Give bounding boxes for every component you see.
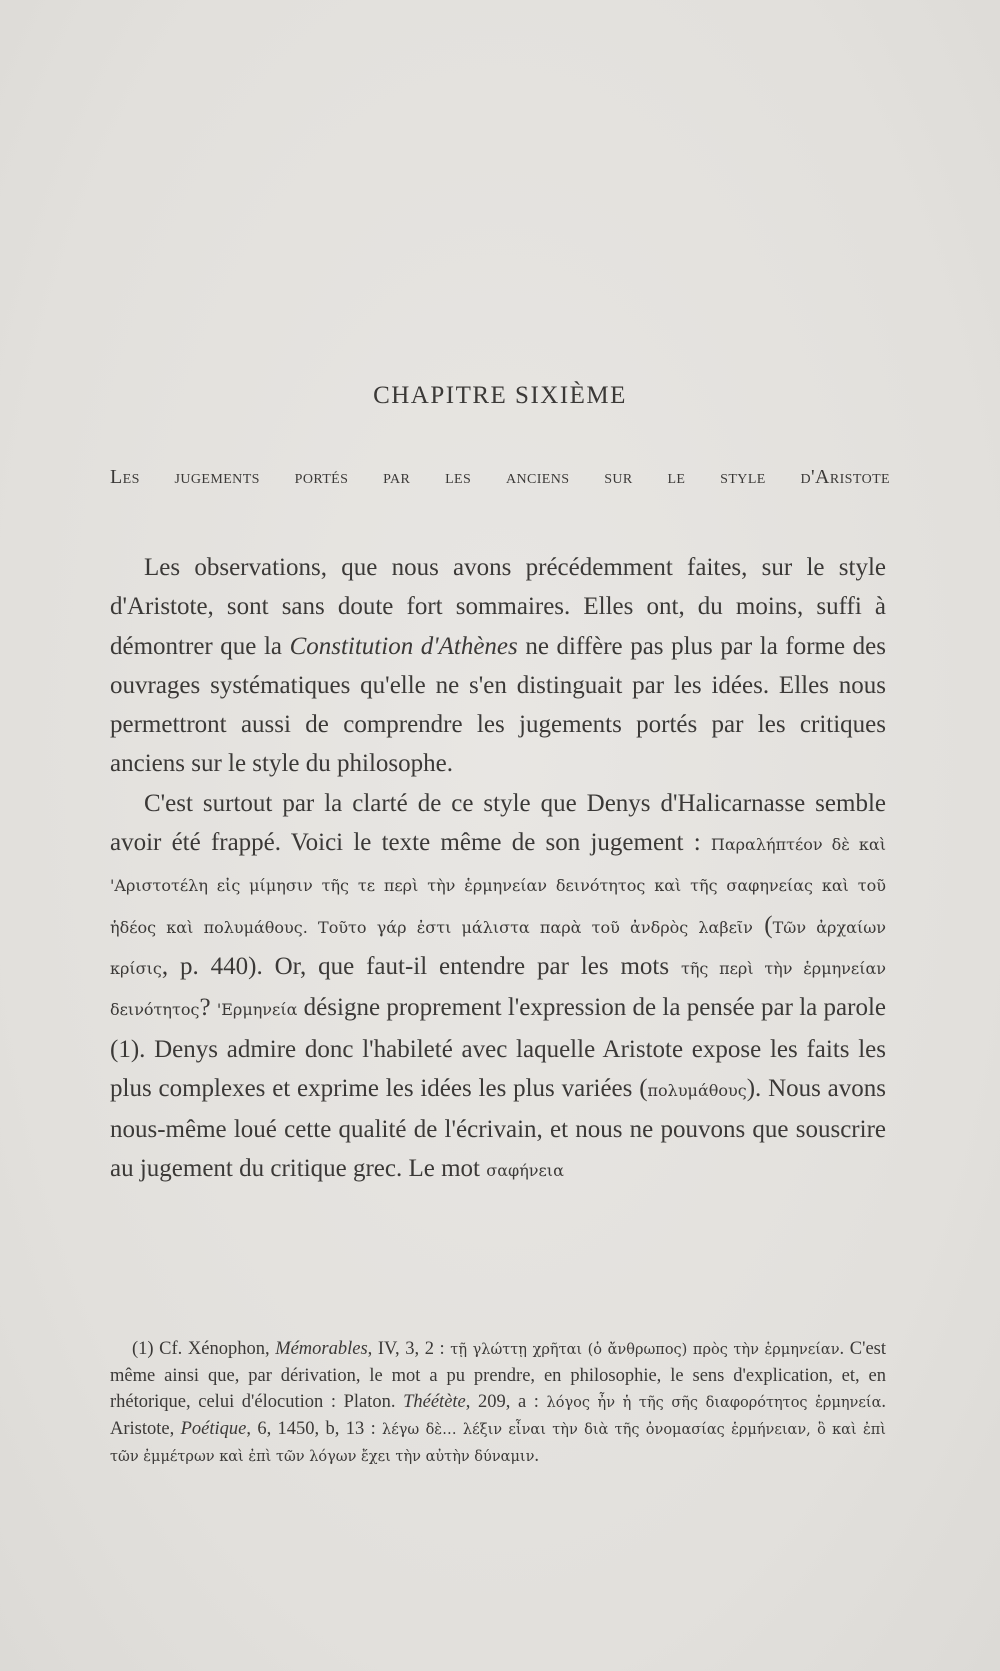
text-run: ne diffère pas plus par la forme des ouvrages systématiques qu'elle ne s'en distinguait par les idées. Elles nous permettront aussi de comprendre les jugements portés par les critiques anciens sur le style du philosophe. — [110, 632, 886, 778]
footnote-italic: Théétète — [403, 1392, 466, 1412]
paragraph-2 — [110, 784, 886, 1191]
chapter-subtitle: Les jugements portés par les anciens sur le style d'Aristote — [110, 466, 890, 488]
text-run: ? — [199, 994, 217, 1022]
greek-quote: Παραλήπτέον δὲ καὶ 'Αριστοτέλη εἰς μίμησιν τῆς τε περὶ τὴν ἑρμηνείαν δεινότητος καὶ τῆς σαφηνείας καὶ τοῦ ἡδέος καὶ πολυμάθους. Τοῦτο γάρ ἐστι μάλιστα παρὰ τοῦ ἀνδρὸς λαβεῖν — [110, 835, 886, 937]
greek-word: 'Ερμηνεία — [216, 1000, 298, 1020]
text-run: ). Nous avons nous-même loué cette qualité de l'écrivain, et nous ne pouvons que souscrire au jugement du critique grec. Le mot — [110, 1074, 887, 1183]
greek-word: σαφήνεια — [486, 1161, 564, 1181]
greek-reference: Τῶν ἀρχαίων κρίσις — [110, 917, 886, 978]
text-run: C'est surtout par la clarté de ce style que Denys d'Halicarnasse semble avoir été frappé. Voici le texte même de son jugement : — [110, 789, 886, 857]
greek-word: πολυμάθους — [647, 1080, 747, 1100]
footnote-text: . — [534, 1446, 540, 1466]
italic-title: Constitution d'Athènes — [289, 632, 518, 660]
text-run: Les observations, que nous avons précédemment faites, sur le style d'Aristote, sont sans doute fort sommaires. Elles ont, du moins, suffi à démontrer que la — [110, 554, 886, 660]
footnote-italic: Poétique — [180, 1419, 247, 1439]
chapter-title: CHAPITRE SIXIÈME — [373, 382, 627, 409]
footnote-1 — [110, 1336, 886, 1470]
footnote-text: . C'est même ainsi que, par dérivation, le mot a pu prendre, en philosophie, le sens d'explication, et, en rhétorique, celui d'élocution : Platon. — [110, 1339, 886, 1412]
footnote-greek: λέγω δὲ… λέξιν εἶναι τὴν διὰ τῆς ὀνομασίας ἑρμήνειαν, ὃ καὶ ἐπὶ τῶν ἐμμέτρων καὶ ἐπὶ τῶν λόγων ἔχει τὴν αὐτὴν δύναμιν — [110, 1422, 886, 1465]
footnote-italic: Mémorables — [275, 1339, 368, 1359]
footnote-text: , 6, 1450, b, 13 : — [246, 1419, 383, 1439]
body-text — [110, 548, 886, 1191]
greek-phrase: τῆς περὶ τὴν ἑρμηνείαν δεινότητος — [110, 958, 886, 1020]
footnote-text: . Aristote, — [110, 1392, 886, 1439]
footnotes — [110, 1336, 886, 1470]
text-run: ( — [752, 911, 773, 939]
footnote-greek: λόγος ἦν ἡ τῆς σῆς διαφορότητος ἑρμηνεία — [546, 1395, 882, 1411]
footnote-text: , IV, 3, 2 : — [367, 1339, 451, 1359]
text-run: désigne proprement l'expression de la pensée par la parole (1). Denys admire donc l'habileté avec laquelle Aristote expose les faits les plus complexes et exprime les idées les plus variées ( — [110, 994, 886, 1102]
footnote-text: (1) Cf. Xénophon, — [132, 1339, 276, 1359]
footnote-greek: τῇ γλώττῃ χρῆται (ὁ ἄνθρωπος) πρὸς τὴν ἑρμηνείαν — [450, 1342, 840, 1358]
paragraph-1 — [110, 548, 886, 784]
text-run: , p. 440). Or, que faut-il entendre par les mots — [161, 952, 681, 980]
footnote-text: , 209, a : — [465, 1392, 547, 1412]
